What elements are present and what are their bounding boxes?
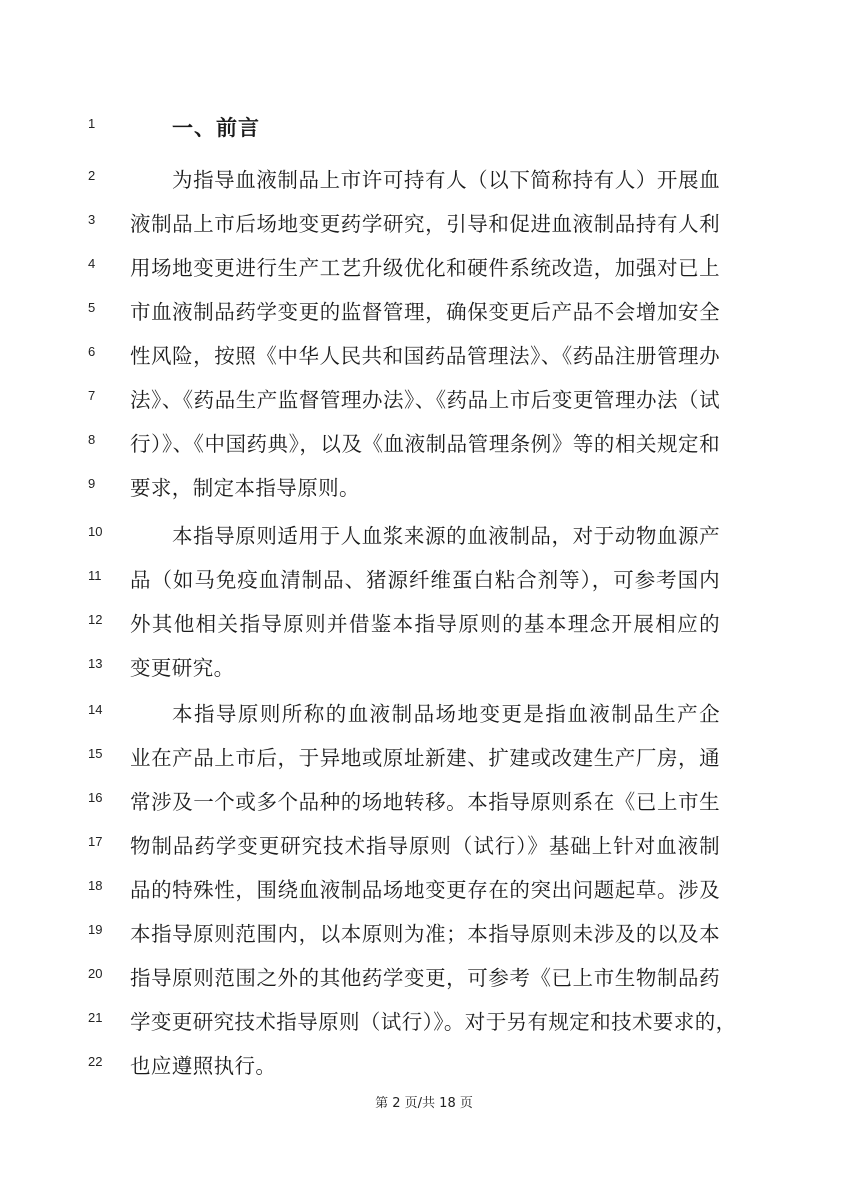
line-row <box>0 558 848 602</box>
paragraph-line: 性风险，按照《中华人民共和国药品管理法》、《药品注册管理办 <box>130 344 720 368</box>
line-number: 2 <box>88 168 96 183</box>
line-row <box>0 956 848 1000</box>
line-number: 9 <box>88 476 96 491</box>
line-number: 18 <box>88 878 103 893</box>
line-row <box>0 1044 848 1088</box>
section-heading: 一、前言 <box>172 116 260 140</box>
paragraph-line: 常涉及一个或多个品种的场地转移。本指导原则系在《已上市生 <box>130 790 720 814</box>
paragraph-line: 外其他相关指导原则并借鉴本指导原则的基本理念开展相应的 <box>130 612 720 636</box>
line-row <box>0 646 848 690</box>
line-row <box>0 514 848 558</box>
page-footer: 第 2 页/共 18 页 <box>375 1096 473 1111</box>
line-row <box>0 106 848 150</box>
line-number: 11 <box>88 568 102 583</box>
line-row <box>0 912 848 956</box>
line-number: 7 <box>88 388 96 403</box>
paragraph-line: 变更研究。 <box>130 656 235 680</box>
paragraph-line: 为指导血液制品上市许可持有人（以下简称持有人）开展血 <box>172 168 720 192</box>
line-number: 14 <box>88 702 103 717</box>
paragraph-line: 业在产品上市后，于异地或原址新建、扩建或改建生产厂房，通 <box>130 746 720 770</box>
line-number: 17 <box>88 834 103 849</box>
line-row <box>0 158 848 202</box>
line-number: 6 <box>88 344 96 359</box>
paragraph-line: 也应遵照执行。 <box>130 1054 277 1078</box>
paragraph-line: 要求，制定本指导原则。 <box>130 476 360 500</box>
line-row <box>0 692 848 736</box>
line-row <box>0 334 848 378</box>
paragraph-line: 液制品上市后场地变更药学研究，引导和促进血液制品持有人利 <box>130 212 720 236</box>
line-number: 20 <box>88 966 103 981</box>
line-number: 21 <box>88 1010 103 1025</box>
paragraph-line: 行）》、《中国药典》，以及《血液制品管理条例》等的相关规定和 <box>130 432 720 456</box>
paragraph-line: 指导原则范围之外的其他药学变更，可参考《已上市生物制品药 <box>130 966 720 990</box>
line-row <box>0 246 848 290</box>
paragraph-line: 学变更研究技术指导原则（试行）》。对于另有规定和技术要求的， <box>130 1010 737 1034</box>
line-number: 5 <box>88 300 96 315</box>
line-row <box>0 422 848 466</box>
line-number: 4 <box>88 256 96 271</box>
paragraph-line: 用场地变更进行生产工艺升级优化和硬件系统改造，加强对已上 <box>130 256 720 280</box>
line-number: 16 <box>88 790 103 805</box>
line-row <box>0 780 848 824</box>
line-row <box>0 602 848 646</box>
paragraph-line: 品（如马免疫血清制品、猪源纤维蛋白粘合剂等），可参考国内 <box>130 568 720 592</box>
line-row <box>0 1000 848 1044</box>
line-number: 13 <box>88 656 103 671</box>
paragraph-line: 本指导原则适用于人血浆来源的血液制品，对于动物血源产 <box>172 524 720 548</box>
line-number: 3 <box>88 212 96 227</box>
line-number: 22 <box>88 1054 103 1069</box>
line-row <box>0 290 848 334</box>
line-number: 19 <box>88 922 103 937</box>
paragraph-line: 本指导原则范围内，以本原则为准；本指导原则未涉及的以及本 <box>130 922 720 946</box>
paragraph-line: 法》、《药品生产监督管理办法》、《药品上市后变更管理办法（试 <box>130 388 720 412</box>
paragraph-line: 品的特殊性，围绕血液制品场地变更存在的突出问题起草。涉及 <box>130 878 720 902</box>
paragraph-line: 本指导原则所称的血液制品场地变更是指血液制品生产企 <box>172 702 720 726</box>
paragraph-line: 物制品药学变更研究技术指导原则（试行）》基础上针对血液制 <box>130 834 720 858</box>
line-row <box>0 378 848 422</box>
line-row <box>0 868 848 912</box>
line-row <box>0 466 848 510</box>
line-number: 1 <box>88 116 96 131</box>
line-number: 12 <box>88 612 103 627</box>
line-row <box>0 202 848 246</box>
line-row <box>0 736 848 780</box>
line-number: 8 <box>88 432 96 447</box>
paragraph-line: 市血液制品药学变更的监督管理，确保变更后产品不会增加安全 <box>130 300 720 324</box>
line-row <box>0 824 848 868</box>
line-number: 10 <box>88 524 103 539</box>
line-number: 15 <box>88 746 103 761</box>
